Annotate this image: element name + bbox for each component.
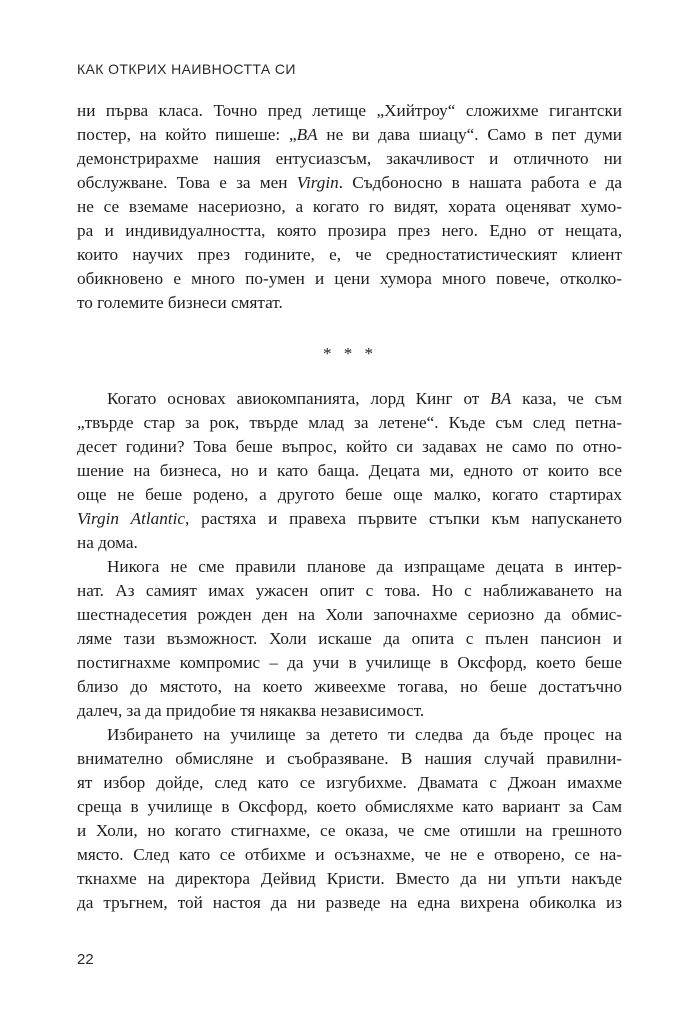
text-line: среща в училище в Оксфорд, което обмисляхме като вариант за Сам [77, 797, 622, 816]
text-line: ни първа класа. Точно пред летище „Хийтроу“ сложихме гигантски [77, 101, 622, 120]
text-line: шение на бизнеса, но и като баща. Децата ми, едното от които все [77, 461, 622, 480]
text-line: Никога не сме правили планове да изпращаме децата в интер- [107, 557, 622, 576]
brand-abbrev: BA [490, 389, 512, 408]
text-line: демонстрирахме нашия ентусиазсъм, закачливост и отличното ни [77, 149, 622, 168]
text-line: ра и индивидуалността, която прозира през него. Едно от нещата, [77, 221, 622, 240]
text-line: не се вземаме насериозно, а когато го видят, хората оценяват хумо- [77, 197, 622, 216]
brand-abbrev: BA [296, 125, 318, 144]
brand-name: Virgin [296, 173, 339, 192]
text-line: шестнадесетия рожден ден на Холи започнахме сериозно да обмис- [77, 605, 622, 624]
text-line: нат. Аз самият имах ужасен опит с това. Но с наближаването на [77, 581, 622, 600]
text-line: Virgin Atlantic, растяха и правеха първите стъпки към напускането [77, 509, 622, 528]
text-line: то големите бизнеси смятат. [77, 293, 283, 312]
text-line: още не беше родено, а другото беше още малко, когато стартирах [77, 485, 622, 504]
text-line: на дома. [77, 533, 138, 552]
text-line: внимателно обмисляне и съобразяване. В нашия случай правилни- [77, 749, 622, 768]
text-line: и Холи, но когато стигнахме, се оказа, че сме отишли на грешното [77, 821, 622, 840]
text-line: постигнахме компромис – да учи в училище в Оксфорд, което беше [77, 653, 622, 672]
brand-name: Virgin Atlantic [77, 509, 185, 528]
page-number: 22 [77, 951, 94, 968]
text-line: обслужване. Това е за мен Virgin. Съдбоносно в нашата работа е да [77, 173, 622, 192]
text-line: които научих през годините, е, че средностатистическият клиент [77, 245, 622, 264]
text-line: да тръгнем, той настоя да ни разведе на една вихрена обиколка из [77, 893, 622, 912]
running-head: КАК ОТКРИХ НАИВНОСТТА СИ [77, 61, 296, 77]
text-line: ят избор дойде, след като се изгубихме. Двамата с Джоан имахме [77, 773, 622, 792]
text-line: далеч, за да придобие тя някаква независимост. [77, 701, 425, 720]
text-line: ткнахме на директора Дейвид Кристи. Вместо да ни упъти накъде [77, 869, 622, 888]
text-line: Избирането на училище за детето ти следва да бъде процес на [107, 725, 622, 744]
text-line: Когато основах авиокомпанията, лорд Кинг от BA каза, че съм [107, 389, 622, 408]
text-line: ляме тази възможност. Холи искаше да опита с пълен пансион и [77, 629, 622, 648]
text-line: „твърде стар за рок, твърде млад за летене“. Къде съм след петна- [77, 413, 622, 432]
text-line: близо до мястото, на което живеехме тогава, но беше достатъчно [77, 677, 622, 696]
text-line: обикновено е много по-умен и цени хумора много повече, отколко- [77, 269, 622, 288]
section-separator: * * * [323, 344, 377, 363]
text-line: десет години? Това беше въпрос, който си задавах не само по отно- [77, 437, 622, 456]
text-line: място. След като се отбихме и осъзнахме, че не е отворено, се на- [77, 845, 622, 864]
text-line: постер, на който пишеше: „BA не ви дава шиацу“. Само в пет думи [77, 125, 622, 144]
